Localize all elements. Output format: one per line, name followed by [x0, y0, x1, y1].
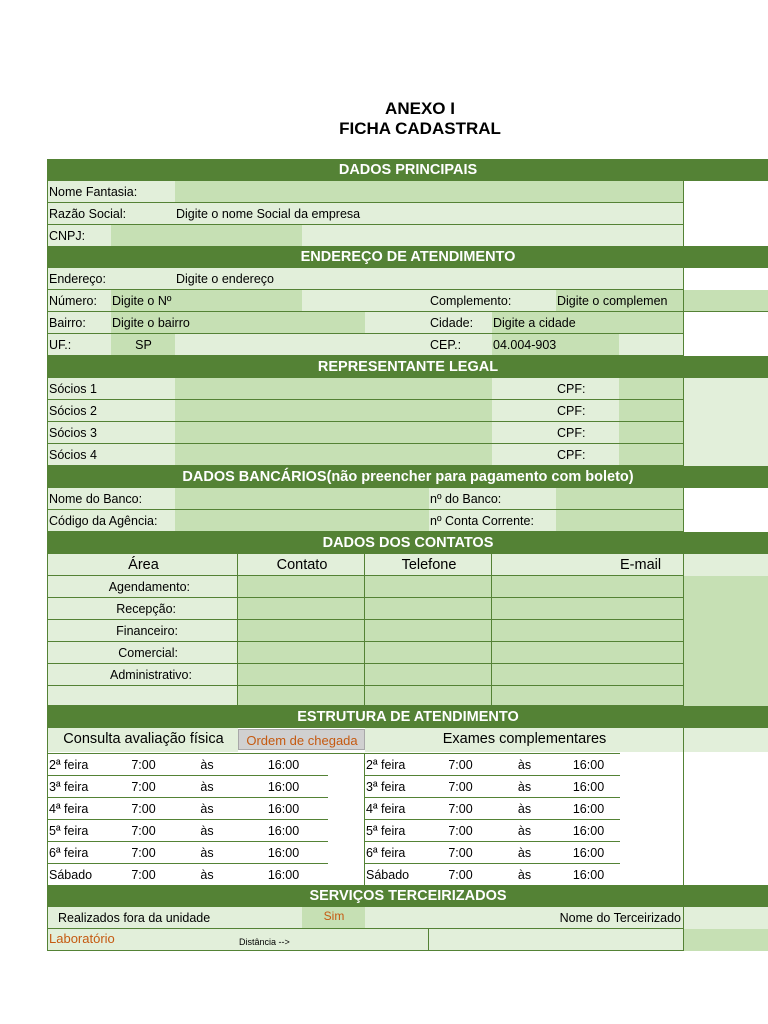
right-as-1: às [492, 754, 556, 776]
left-as-1: às [175, 754, 238, 776]
contact-divider-1 [237, 554, 238, 706]
consulta-avaliacao-label: Consulta avaliação física [48, 728, 238, 752]
right-day-2: 3ª feira [365, 776, 428, 798]
right-end-1[interactable]: 16:00 [556, 754, 620, 776]
left-start-3[interactable]: 7:00 [111, 798, 175, 820]
left-end-3[interactable]: 16:00 [238, 798, 328, 820]
left-as-2: às [175, 776, 238, 798]
uf-spacer [175, 334, 429, 356]
document-title-line2: FICHA CADASTRAL [339, 119, 501, 138]
section-header-estrutura: ESTRUTURA DE ATENDIMENTO [48, 706, 768, 728]
grid-right-border [683, 181, 684, 951]
contact-divider-3 [491, 554, 492, 706]
right-end-3[interactable]: 16:00 [556, 798, 620, 820]
right-end-6[interactable]: 16:00 [572, 868, 605, 882]
right-start-1[interactable]: 7:00 [428, 754, 492, 776]
right-end-5[interactable]: 16:00 [556, 842, 620, 864]
nome-fantasia-label: Nome Fantasia: [48, 181, 175, 203]
left-day-1: 2ª feira [48, 754, 111, 776]
socio-2-cpf-field[interactable] [619, 400, 683, 422]
cep-label: CEP.: [429, 334, 492, 356]
numero-field[interactable]: Digite o Nº [111, 290, 302, 312]
col-header-area: Área [48, 554, 238, 576]
telefone-financeiro-field[interactable] [365, 620, 492, 642]
ordem-chegada-value[interactable]: Ordem de chegada [238, 729, 365, 750]
left-start-2[interactable]: 7:00 [111, 776, 175, 798]
right-start-5[interactable]: 7:00 [428, 842, 492, 864]
servicos-divider [428, 929, 429, 951]
left-as-3: às [175, 798, 238, 820]
left-end-5[interactable]: 16:00 [238, 842, 328, 864]
cep-field[interactable]: 04.004-903 [492, 334, 619, 356]
right-day-1: 2ª feira [365, 754, 428, 776]
cpf-column-extension [683, 378, 768, 466]
schedule-divider [364, 754, 365, 886]
nome-banco-field[interactable] [175, 488, 429, 510]
socio-4-field[interactable] [175, 444, 492, 466]
socio-3-label: Sócios 3 [48, 422, 175, 444]
right-day-3: 4ª feira [365, 798, 428, 820]
left-end-2[interactable]: 16:00 [238, 776, 328, 798]
contact-divider-2 [364, 554, 365, 706]
cidade-field[interactable]: Digite a cidade [492, 312, 683, 334]
socio-4-cpf-field[interactable] [619, 444, 683, 466]
right-day-4: 5ª feira [365, 820, 428, 842]
contato-comercial-field[interactable] [238, 642, 365, 664]
endereco-label: Endereço: [48, 268, 175, 290]
section-header-endereco: ENDEREÇO DE ATENDIMENTO [48, 246, 768, 268]
area-extra-label [48, 686, 238, 706]
left-end-4[interactable]: 16:00 [238, 820, 328, 842]
section-header-bancarios: DADOS BANCÁRIOS(não preencher para pagamento com boleto) [48, 466, 768, 488]
laboratorio-label: Laboratório [48, 929, 238, 951]
email-agendamento-field[interactable] [492, 576, 683, 598]
col-header-email: E-mail [492, 554, 683, 576]
left-day-4: 5ª feira [48, 820, 111, 842]
right-as-3: às [492, 798, 556, 820]
socio-3-field[interactable] [175, 422, 492, 444]
right-start-2[interactable]: 7:00 [428, 776, 492, 798]
left-day-2: 3ª feira [48, 776, 111, 798]
socio-1-cpf-field[interactable] [619, 378, 683, 400]
cnpj-field[interactable] [111, 225, 302, 247]
num-banco-field[interactable] [556, 488, 683, 510]
nome-banco-label: Nome do Banco: [48, 488, 175, 510]
email-extra-field[interactable] [492, 686, 683, 706]
contato-recepcao-field[interactable] [238, 598, 365, 620]
left-start-5[interactable]: 7:00 [111, 842, 175, 864]
right-end-4[interactable]: 16:00 [556, 820, 620, 842]
left-start-1[interactable]: 7:00 [111, 754, 175, 776]
right-as-2: às [492, 776, 556, 798]
left-day-6: Sábado [49, 868, 93, 882]
uf-label: UF.: [48, 334, 111, 356]
section-header-servicos: SERVIÇOS TERCEIRIZADOS [48, 885, 768, 907]
area-financeiro-label: Financeiro: [48, 620, 238, 642]
left-end-1[interactable]: 16:00 [238, 754, 328, 776]
right-start-3[interactable]: 7:00 [428, 798, 492, 820]
col-header-contato: Contato [238, 554, 365, 576]
complemento-label: Complemento: [429, 290, 556, 312]
socio-3-spacer [492, 422, 556, 444]
col-header-telefone: Telefone [365, 554, 492, 576]
telefone-extra-field[interactable] [365, 686, 492, 706]
section-header-contatos: DADOS DOS CONTATOS [48, 532, 768, 554]
email-recepcao-field[interactable] [492, 598, 683, 620]
socio-3-cpf-label: CPF: [556, 422, 619, 444]
telefone-recepcao-field[interactable] [365, 598, 492, 620]
document-title-line1: ANEXO I [385, 99, 455, 118]
realizados-fora-label: Realizados fora da unidade [48, 907, 302, 929]
contato-financeiro-field[interactable] [238, 620, 365, 642]
contato-extra-field[interactable] [238, 686, 365, 706]
razao-social-label: Razão Social: [48, 203, 175, 225]
left-as-6: às [200, 868, 214, 882]
left-as-5: às [175, 842, 238, 864]
right-day-6: Sábado [366, 868, 410, 882]
exames-header-extension [683, 728, 768, 752]
left-as-4: às [175, 820, 238, 842]
right-start-4[interactable]: 7:00 [428, 820, 492, 842]
agencia-field[interactable] [175, 510, 429, 532]
email-column-extension [683, 576, 768, 706]
left-start-6[interactable]: 7:00 [131, 868, 156, 882]
telefone-administrativo-field[interactable] [365, 664, 492, 686]
right-as-5: às [492, 842, 556, 864]
left-day-3: 4ª feira [48, 798, 111, 820]
laboratorio-extension [683, 929, 768, 951]
nome-fantasia-field[interactable] [175, 181, 683, 203]
area-agendamento-label: Agendamento: [48, 576, 238, 598]
socio-2-spacer [492, 400, 556, 422]
socio-3-cpf-field[interactable] [619, 422, 683, 444]
left-start-4[interactable]: 7:00 [111, 820, 175, 842]
right-end-2[interactable]: 16:00 [556, 776, 620, 798]
conta-label: nº Conta Corrente: [429, 510, 556, 532]
sim-value[interactable]: Sim [302, 907, 365, 929]
socio-2-label: Sócios 2 [48, 400, 175, 422]
num-banco-label: nº do Banco: [429, 488, 556, 510]
cnpj-spacer [302, 225, 683, 247]
socio-2-cpf-label: CPF: [556, 400, 619, 422]
agencia-label: Código da Agência: [48, 510, 175, 532]
right-day-5: 6ª feira [365, 842, 428, 864]
cnpj-label: CNPJ: [48, 225, 111, 247]
cep-spacer [619, 334, 683, 356]
cidade-label: Cidade: [429, 312, 492, 334]
numero-label: Número: [48, 290, 111, 312]
email-comercial-field[interactable] [492, 642, 683, 664]
email-financeiro-field[interactable] [492, 620, 683, 642]
distancia-label: Distância --> [238, 929, 429, 951]
socio-1-spacer [492, 378, 556, 400]
section-header-dados-principais: DADOS PRINCIPAIS [48, 159, 768, 181]
socio-1-cpf-label: CPF: [556, 378, 619, 400]
right-start-6[interactable]: 7:00 [448, 868, 473, 882]
bairro-spacer [365, 312, 429, 334]
email-header-extension [683, 554, 768, 576]
servicos-spacer [365, 907, 429, 929]
bairro-label: Bairro: [48, 312, 111, 334]
socio-1-field[interactable] [175, 378, 492, 400]
laboratorio-terceirizado-field[interactable] [429, 929, 683, 951]
socio-4-label: Sócios 4 [48, 444, 175, 466]
socio-1-label: Sócios 1 [48, 378, 175, 400]
terceirizado-header-extension [683, 907, 768, 929]
left-day-5: 6ª feira [48, 842, 111, 864]
contato-administrativo-field[interactable] [238, 664, 365, 686]
right-as-4: às [492, 820, 556, 842]
conta-field[interactable] [556, 510, 683, 532]
right-as-6: às [517, 868, 532, 882]
contato-agendamento-field[interactable] [238, 576, 365, 598]
socio-2-field[interactable] [175, 400, 492, 422]
email-administrativo-field[interactable] [492, 664, 683, 686]
telefone-agendamento-field[interactable] [365, 576, 492, 598]
uf-field[interactable]: SP [111, 334, 175, 356]
razao-social-field[interactable]: Digite o nome Social da empresa [175, 203, 683, 225]
nome-terceirizado-label: Nome do Terceirizado [429, 907, 683, 929]
section-header-representante: REPRESENTANTE LEGAL [48, 356, 768, 378]
grid-left-border [47, 159, 48, 951]
exames-complementares-label: Exames complementares [365, 728, 683, 752]
complemento-field[interactable]: Digite o complemen [556, 290, 768, 312]
telefone-comercial-field[interactable] [365, 642, 492, 664]
area-recepcao-label: Recepção: [48, 598, 238, 620]
numero-spacer [302, 290, 429, 312]
area-comercial-label: Comercial: [48, 642, 238, 664]
left-end-6[interactable]: 16:00 [267, 868, 300, 882]
endereco-field[interactable]: Digite o endereço [175, 268, 683, 290]
socio-4-cpf-label: CPF: [556, 444, 619, 466]
area-administrativo-label: Administrativo: [48, 664, 238, 686]
bairro-field[interactable]: Digite o bairro [111, 312, 365, 334]
socio-4-spacer [492, 444, 556, 466]
